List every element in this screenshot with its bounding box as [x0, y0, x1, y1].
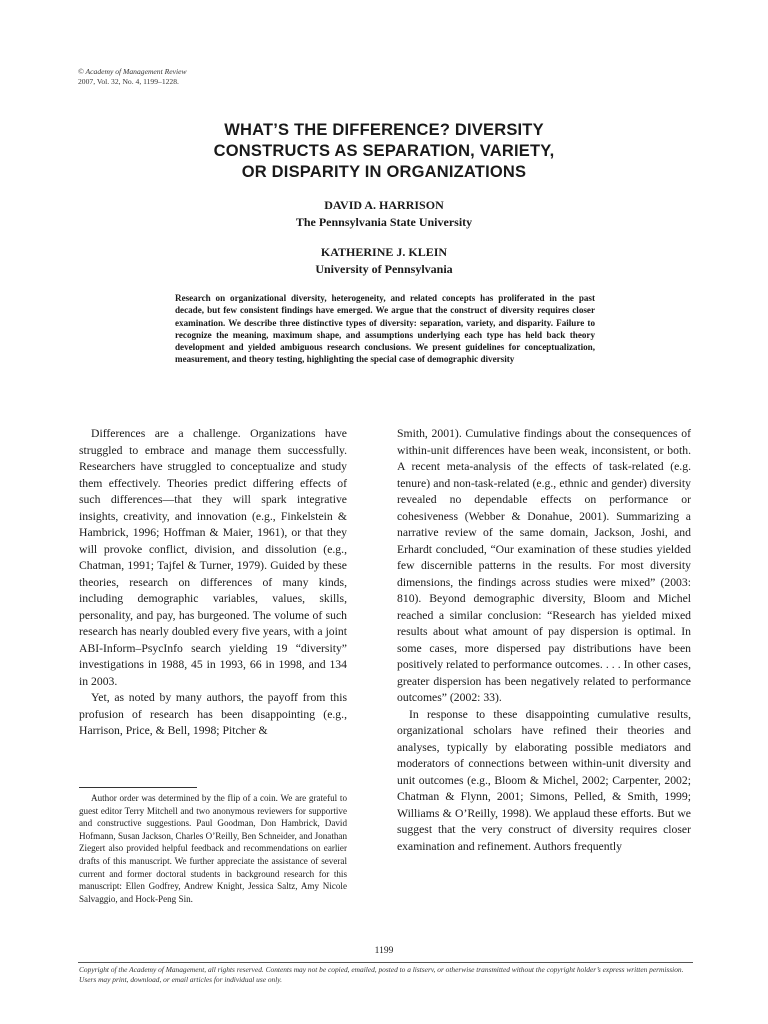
journal-volume: 2007, Vol. 32, No. 4, 1199–1228.: [78, 77, 179, 86]
paragraph: Yet, as noted by many authors, the payoff from this profusion of research has been disappointing (e.g., Harrison, Price, & Bell, 1998; Pitcher &: [79, 691, 347, 737]
paragraph: In response to these disappointing cumulative results, organizational scholars have refined their theories and analyses, typically by elaborating possible mediators and moderators of connections between within-unit diversity and unit outcomes (e.g., Bloom & Michel, 2002; Carpenter, 2002; Chatman & Flynn, 2001; Simons, Pelled, & Smith, 1999; Williams & O’Reilly, 1998). We applaud these efforts. But we suggest that the very construct of diversity requires closer examination and refinement. Authors frequently: [397, 707, 691, 853]
title-line-2: CONSTRUCTS AS SEPARATION, VARIETY,: [213, 142, 555, 160]
page-number: 1199: [374, 946, 394, 956]
title-line-3: OR DISPARITY IN ORGANIZATIONS: [241, 163, 527, 181]
body-column-right: [397, 426, 691, 855]
author-affiliation: University of Pennsylvania: [315, 262, 453, 276]
article-title: [0, 120, 768, 183]
copyright-divider: [78, 962, 693, 963]
author-name: KATHERINE J. KLEIN: [320, 245, 448, 259]
copyright-notice: Copyright of the Academy of Management, all rights reserved. Contents may not be copied, emailed, posted to a listserv, or otherwise transmitted without the copyright holder’s express written permission. Users may print, download, or email articles for individual use only.: [79, 965, 684, 985]
footnote-divider: [79, 787, 197, 788]
author-block-2: [0, 244, 768, 278]
author-name: DAVID A. HARRISON: [324, 198, 444, 212]
author-affiliation: The Pennsylvania State University: [295, 215, 473, 229]
author-block-1: [0, 197, 768, 231]
title-line-1: WHAT’S THE DIFFERENCE? DIVERSITY: [224, 121, 544, 139]
journal-name: © Academy of Management Review: [78, 67, 187, 76]
abstract: Research on organizational diversity, heterogeneity, and related concepts has proliferated in the past decade, but few consistent findings have emerged. We argue that the construct of diversity requires closer examination. We describe three distinctive types of diversity: separation, variety, and disparity. Failure to recognize the meaning, maximum shape, and assumptions underlying each type has held back theory development and yielded ambiguous research conclusions. We present guidelines for conceptualization, measurement, and theory testing, highlighting the special case of demographic diversity: [175, 293, 595, 365]
body-column-left: [79, 426, 347, 740]
paragraph: Differences are a challenge. Organizations have struggled to embrace and manage them successfully. Researchers have struggled to conceptualize and study them effectively. Theories predict differing effects of such differences—that they will spark integrative insights, creativity, and innovation (e.g., Finkelstein & Hambrick, 1996; Hoffman & Maier, 1961), or that they will provoke conflict, division, and dissolution (e.g., Chatman, 1991; Tajfel & Turner, 1979). Guided by these theories, research on differences of many kinds, including demographic variables, values, skills, personality, and pay, has burgeoned. The volume of such research has nearly doubled every five years, with a joint ABI-Inform–PsycInfo search yielding 19 “diversity” investigations in 1988, 45 in 1993, 66 in 1998, and 134 in 2003.: [79, 427, 347, 688]
author-footnote: Author order was determined by the flip of a coin. We are grateful to guest editor Terry Mitchell and two anonymous reviewers for supportive and constructive suggestions. Paul Goodman, Don Hambrick, David Hofmann, Susan Jackson, Charles O’Reilly, Ben Schneider, and Jonathan Ziegert also provided helpful feedback and recommendations on earlier drafts of this manuscript. We further appreciate the assistance of several current and former doctoral students in background research for this manuscript: Ellen Godfrey, Andrew Knight, Jessica Saltz, Amy Nicole Salvaggio, and Hock-Peng Sin.: [79, 793, 347, 904]
journal-citation: [78, 67, 187, 87]
paragraph: Smith, 2001). Cumulative findings about the consequences of within-unit differences have been weak, inconsistent, or both. A recent meta-analysis of the effects of task-related (e.g. tenure) and non-task-related (e.g., ethnic and gender) diversity revealed no dependable effects on performance or cohesiveness (Webber & Donahue, 2001). Summarizing a narrative review of the same domain, Jackson, Joshi, and Erhardt concluded, “Our examination of these studies yielded few discernible patterns in the results. For most diversity dimensions, the findings across studies were mixed” (2003: 810). Beyond demographic diversity, Bloom and Michel reached a similar conclusion: “Research has yielded mixed results about what amount of pay dispersion is optimal. In some cases, more dispersed pay distributions have been positively related to performance outcomes. . . . In other cases, greater dispersion has been negatively related to performance outcomes” (2002: 33).: [397, 427, 691, 704]
